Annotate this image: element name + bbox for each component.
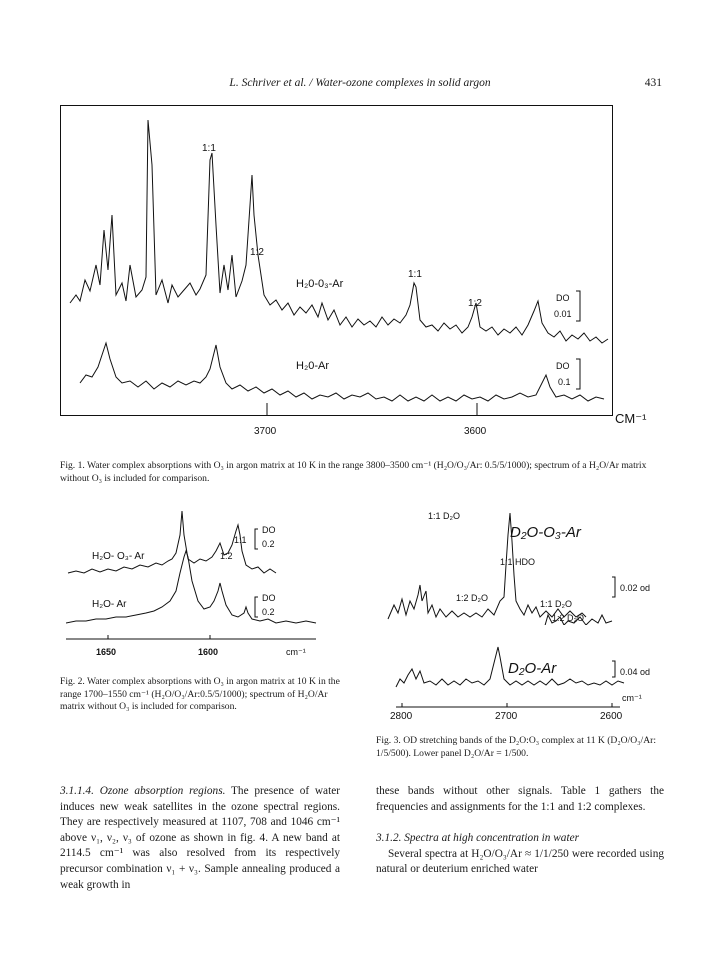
figure-1-scale-bar-upper — [576, 291, 580, 321]
figure-1-trace-lower-label: H₂0-Ar — [296, 360, 329, 372]
figure-1-scale-bar-lower — [576, 359, 580, 389]
figure-3-label-1-1-d2o-right: 1:1 D₂O — [540, 599, 573, 609]
figure-3-tick-label-2800: 2800 — [390, 711, 413, 722]
paragraph-table-1: these bands without other signals. Table 1 gathers the frequencies and assignments for the 1:1 and 1:2 complexes. — [376, 785, 664, 813]
figure-3-unit: cm⁻¹ — [622, 693, 642, 703]
figure-2-tick-label-unit: cm⁻¹ — [286, 647, 306, 657]
figure-3-od-lower: 0.04 od — [620, 667, 651, 677]
running-title: L. Schriver et al. / Water-ozone complexes in solid argon — [229, 77, 491, 89]
figure-3-lower-spectrum — [376, 595, 666, 725]
figure-2-label-1-2: 1:2 — [220, 551, 233, 561]
running-header — [0, 77, 720, 93]
figure-2-label-1-1: 1:1 — [234, 535, 247, 545]
figure-3-scale-bar-lower — [612, 661, 615, 677]
page-number: 431 — [644, 77, 662, 89]
figure-3-caption: Fig. 3. OD stretching bands of the D₂O:O₃ complex at 11 K (D₂O/O₃/Ar: 1/5/500). Lower panel D₂O/Ar = 1/500. — [376, 735, 657, 759]
figure-1-label-1-1: 1:1 — [202, 143, 216, 154]
figure-1-frame — [61, 106, 613, 416]
section-heading-high-concentration: 3.1.2. Spectra at high concentration in water — [376, 832, 580, 845]
figure-1-tick-label-3600: 3600 — [464, 426, 487, 437]
figure-2-trace-lower-label: H₂O- Ar — [92, 599, 127, 610]
figure-3-label-1-2-d2o: 1:2 D₂O — [456, 593, 489, 603]
paragraph-high-concentration: Several spectra at H₂O/O₃/Ar ≈ 1/1/250 were recorded using natural or deuterium enriched water — [376, 847, 664, 876]
paragraph-ozone: The presence of water induces new weak satellites in the ozone spectral regions. They are respectively measured at 1107, 708 and 1046 cm⁻¹ above ν₁, ν₂, ν₃ of ozone as shown in fig. 4. A new band at 2114.5 cm⁻¹ was also resolved from its respectively precursor combination ν₁ + ν₃. Sample annealing produced a weak growth in — [60, 785, 340, 891]
figure-1-label-1-1-right: 1:1 — [408, 269, 422, 280]
figure-1-do-upper: DO — [556, 293, 570, 303]
figure-3-tick-label-2600: 2600 — [600, 711, 623, 722]
figure-1-trace-upper — [70, 120, 608, 343]
body-left-column — [60, 784, 340, 893]
figure-3-scale-bar-upper — [612, 577, 615, 597]
figure-2-scale-bar-upper — [255, 529, 258, 549]
figure-2-do-lower: DO — [262, 593, 276, 603]
figure-3-trace-upper-label: D₂O-O₃-Ar — [510, 524, 581, 541]
figure-1-label-1-2-right: 1:2 — [468, 298, 482, 309]
figure-1-do-lower-value: 0.1 — [558, 377, 571, 387]
figure-1-spectrum — [60, 105, 664, 445]
figure-2-do-upper: DO — [262, 525, 276, 535]
figure-2-caption: Fig. 2. Water complex absorptions with O₃ in argon matrix at 10 K in the range 1700–1550 cm⁻¹ (H₂O/O₃/Ar:0.5/5/1000); spectrum of H₂O/Ar matrix without O₃ is included for comparison. — [60, 676, 340, 713]
figure-1-do-upper-value: 0.01 — [554, 309, 572, 319]
figure-2-trace-upper-label: H₂O- O₃- Ar — [92, 551, 145, 562]
figure-2-tick-label-1600: 1600 — [198, 647, 219, 657]
figure-1-label-1-2: 1:2 — [250, 247, 264, 258]
figure-2-do-lower-value: 0.2 — [262, 607, 275, 617]
figure-1-trace-lower — [80, 343, 604, 401]
body-right-column — [376, 784, 664, 878]
figure-2-do-upper-value: 0.2 — [262, 539, 275, 549]
figure-2-scale-bar-lower — [255, 597, 258, 617]
section-heading-ozone: 3.1.1.4. Ozone absorption regions. — [60, 785, 226, 797]
figure-1-do-lower: DO — [556, 361, 570, 371]
figure-3-od-upper: 0.02 od — [620, 583, 651, 593]
figure-2-spectrum — [66, 505, 336, 665]
figure-3-tick-label-2700: 2700 — [495, 711, 518, 722]
figure-2-tick-label-1650: 1650 — [96, 647, 117, 657]
figure-3-trace-lower-label: D₂O-Ar — [508, 660, 557, 677]
figure-1-caption: Fig. 1. Water complex absorptions with O₃ in argon matrix at 10 K in the range 3800–3500 cm⁻¹ (H₂O/O₃/Ar: 0.5/5/1000); spectrum of a H₂O/Ar matrix without O₃ is included for comparison. — [60, 460, 647, 484]
figure-3-label-1-1-d2o: 1:1 D₂O — [428, 511, 461, 521]
figure-1-tick-label-3700: 3700 — [254, 426, 277, 437]
figure-1-trace-upper-label: H₂0-0₃-Ar — [296, 278, 344, 290]
figure-3-label-1-2-d2o-right: 1:2 D₂O — [552, 613, 585, 623]
figure-3-label-hdo: 1:1 HDO — [500, 557, 536, 567]
figure-1-unit: CM⁻¹ — [615, 411, 647, 426]
